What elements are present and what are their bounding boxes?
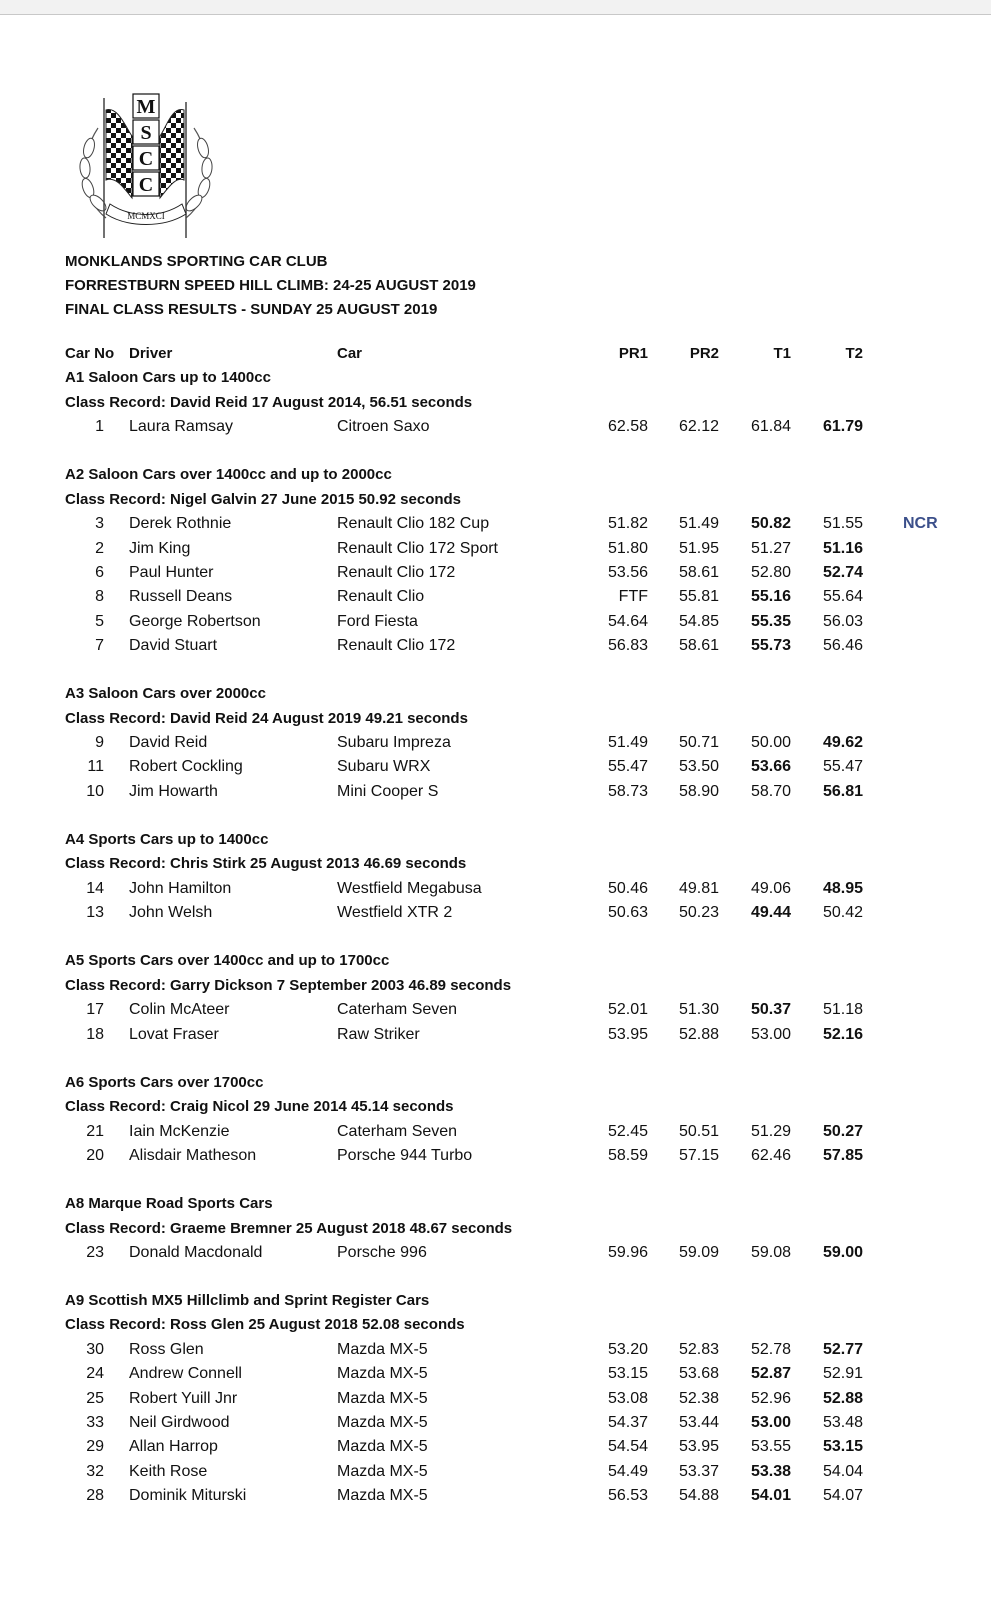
logo-letter-1: M xyxy=(136,96,156,118)
time-t1: 55.73 xyxy=(750,637,791,655)
car-model: Mazda MX-5 xyxy=(337,1365,428,1383)
time-t2: 51.55 xyxy=(822,515,863,533)
car-model: Mazda MX-5 xyxy=(337,1487,428,1505)
time-pr1: 58.59 xyxy=(607,1146,648,1164)
time-t2: 56.03 xyxy=(822,612,863,630)
time-t1: 55.35 xyxy=(750,612,791,630)
time-pr1: 54.54 xyxy=(607,1438,648,1456)
section-spacer xyxy=(0,1047,991,1071)
driver-name: Keith Rose xyxy=(129,1462,208,1480)
time-pr1: 50.63 xyxy=(607,904,648,922)
time-pr1: 52.01 xyxy=(607,1001,648,1019)
time-t2: 49.62 xyxy=(822,734,863,752)
time-t1: 53.00 xyxy=(750,1414,791,1432)
time-pr2: 54.88 xyxy=(678,1487,719,1505)
car-model: Caterham Seven xyxy=(337,1001,458,1019)
result-row xyxy=(0,1460,991,1484)
time-pr1: 50.46 xyxy=(607,879,648,897)
time-pr1: 54.64 xyxy=(607,612,648,630)
car-model: Subaru WRX xyxy=(337,758,431,776)
time-t1: 52.87 xyxy=(750,1365,791,1383)
time-t2: 52.91 xyxy=(822,1365,863,1383)
time-t2: 54.04 xyxy=(822,1462,863,1480)
time-t1: 53.38 xyxy=(750,1462,791,1480)
time-t2: 51.18 xyxy=(822,1001,863,1019)
time-pr1: 53.56 xyxy=(607,563,648,581)
car-model: Subaru Impreza xyxy=(337,734,451,752)
driver-name: Andrew Connell xyxy=(129,1365,242,1383)
time-t1: 52.80 xyxy=(750,563,791,581)
results-table xyxy=(0,342,991,1509)
driver-name: David Reid xyxy=(129,734,208,752)
car-model: Mazda MX-5 xyxy=(337,1462,428,1480)
logo-letter-4: C xyxy=(138,174,154,196)
result-row xyxy=(0,585,991,609)
time-t2: 55.64 xyxy=(822,588,863,606)
time-pr2: 53.68 xyxy=(678,1365,719,1383)
time-t2: 61.79 xyxy=(822,418,863,436)
time-t2: 50.42 xyxy=(822,904,863,922)
time-pr2: 54.85 xyxy=(678,612,719,630)
time-pr1: 53.20 xyxy=(607,1340,648,1358)
result-row xyxy=(0,901,991,925)
car-model: Raw Striker xyxy=(337,1025,420,1043)
car-number: 23 xyxy=(86,1243,104,1261)
result-row xyxy=(0,512,991,536)
car-model: Mazda MX-5 xyxy=(337,1389,428,1407)
browser-top-bar xyxy=(0,0,991,15)
time-pr2: 51.30 xyxy=(678,1001,719,1019)
time-t1: 53.66 xyxy=(750,758,791,776)
car-number: 28 xyxy=(86,1487,104,1505)
section-spacer xyxy=(0,804,991,828)
driver-name: Laura Ramsay xyxy=(129,418,234,436)
class-title: A3 Saloon Cars over 2000cc xyxy=(65,685,266,703)
time-pr2: 49.81 xyxy=(678,879,719,897)
car-model: Mazda MX-5 xyxy=(337,1340,428,1358)
driver-name: Paul Hunter xyxy=(129,563,214,581)
section-spacer xyxy=(0,440,991,464)
result-row xyxy=(0,537,991,561)
time-pr2: 58.61 xyxy=(678,637,719,655)
result-row xyxy=(0,610,991,634)
time-pr2: 50.51 xyxy=(678,1122,719,1140)
car-model: Renault Clio 172 xyxy=(337,563,456,581)
class-title: A9 Scottish MX5 Hillclimb and Sprint Register Cars xyxy=(65,1292,430,1310)
time-t2: 50.27 xyxy=(822,1122,863,1140)
time-t1: 49.44 xyxy=(750,904,791,922)
car-number: 11 xyxy=(87,758,104,776)
time-pr2: 58.61 xyxy=(678,563,719,581)
car-number: 24 xyxy=(86,1365,104,1383)
car-model: Porsche 996 xyxy=(337,1243,427,1261)
logo-letter-3: C xyxy=(138,148,154,170)
time-pr1: 58.73 xyxy=(607,782,648,800)
car-model: Renault Clio 182 Cup xyxy=(337,515,490,533)
time-pr2: 51.95 xyxy=(678,539,719,557)
result-row xyxy=(0,1435,991,1459)
driver-name: Allan Harrop xyxy=(129,1438,218,1456)
time-pr2: 58.90 xyxy=(678,782,719,800)
time-t2: 55.47 xyxy=(822,758,863,776)
car-number: 25 xyxy=(86,1389,104,1407)
car-number: 29 xyxy=(86,1438,104,1456)
driver-name: Lovat Fraser xyxy=(129,1025,219,1043)
driver-name: Neil Girdwood xyxy=(129,1414,230,1432)
result-row xyxy=(0,998,991,1022)
time-t2: 56.81 xyxy=(822,782,863,800)
time-pr2: 53.44 xyxy=(678,1414,719,1432)
car-model: Renault Clio xyxy=(337,588,425,606)
result-row xyxy=(0,1362,991,1386)
section-spacer xyxy=(0,1168,991,1192)
time-t2: 52.74 xyxy=(822,563,863,581)
time-pr1: FTF xyxy=(618,588,648,606)
time-t1: 51.29 xyxy=(750,1122,791,1140)
class-title: A4 Sports Cars up to 1400cc xyxy=(65,831,269,849)
col-t1: T1 xyxy=(773,345,791,362)
car-number: 20 xyxy=(86,1146,104,1164)
class-record: Class Record: Ross Glen 25 August 2018 52.08 seconds xyxy=(65,1316,465,1334)
time-pr1: 62.58 xyxy=(607,418,648,436)
car-number: 13 xyxy=(86,904,104,922)
time-pr1: 56.83 xyxy=(607,637,648,655)
time-pr1: 52.45 xyxy=(607,1122,648,1140)
time-pr1: 51.80 xyxy=(607,539,648,557)
time-t1: 54.01 xyxy=(750,1487,791,1505)
result-row xyxy=(0,877,991,901)
time-t1: 53.00 xyxy=(750,1025,791,1043)
col-pr1: PR1 xyxy=(618,345,648,362)
driver-name: Russell Deans xyxy=(129,588,233,606)
col-driver: Driver xyxy=(129,345,173,362)
time-pr2: 52.83 xyxy=(678,1340,719,1358)
time-t1: 55.16 xyxy=(750,588,791,606)
driver-name: George Robertson xyxy=(129,612,261,630)
col-t2: T2 xyxy=(845,345,863,362)
car-number: 14 xyxy=(86,879,104,897)
driver-name: Jim King xyxy=(129,539,191,557)
class-record: Class Record: Chris Stirk 25 August 2013 46.69 seconds xyxy=(65,855,467,873)
result-row xyxy=(0,1120,991,1144)
time-pr1: 54.49 xyxy=(607,1462,648,1480)
car-number: 21 xyxy=(86,1122,104,1140)
time-t2: 48.95 xyxy=(822,879,863,897)
time-t1: 62.46 xyxy=(750,1146,791,1164)
time-pr1: 55.47 xyxy=(607,758,648,776)
car-model: Mazda MX-5 xyxy=(337,1438,428,1456)
car-number: 2 xyxy=(95,539,104,557)
time-pr2: 62.12 xyxy=(678,418,719,436)
time-pr1: 59.96 xyxy=(607,1243,648,1261)
driver-name: Derek Rothnie xyxy=(129,515,232,533)
car-model: Caterham Seven xyxy=(337,1122,458,1140)
car-number: 7 xyxy=(95,637,104,655)
driver-name: Donald Macdonald xyxy=(129,1243,263,1261)
time-pr1: 53.08 xyxy=(607,1389,648,1407)
time-pr2: 53.37 xyxy=(678,1462,719,1480)
time-t1: 51.27 xyxy=(750,539,791,557)
result-row xyxy=(0,1023,991,1047)
car-model: Westfield XTR 2 xyxy=(337,904,453,922)
logo-motto: MCMXCI xyxy=(127,211,165,221)
result-row xyxy=(0,561,991,585)
section-spacer xyxy=(0,1265,991,1289)
class-record: Class Record: Craig Nicol 29 June 2014 45.14 seconds xyxy=(65,1098,454,1116)
time-t2: 57.85 xyxy=(822,1146,863,1164)
class-title: A5 Sports Cars over 1400cc and up to 1700cc xyxy=(65,952,390,970)
time-pr2: 51.49 xyxy=(678,515,719,533)
time-t1: 52.78 xyxy=(750,1340,791,1358)
result-row xyxy=(0,731,991,755)
time-t1: 50.00 xyxy=(750,734,791,752)
time-pr1: 51.82 xyxy=(607,515,648,533)
time-pr1: 54.37 xyxy=(607,1414,648,1432)
class-record: Class Record: David Reid 24 August 2019 49.21 seconds xyxy=(65,709,468,727)
driver-name: Iain McKenzie xyxy=(129,1122,230,1140)
time-pr2: 53.95 xyxy=(678,1438,719,1456)
car-number: 30 xyxy=(86,1340,104,1358)
new-class-record-badge: NCR xyxy=(903,515,938,533)
col-car-no: Car No xyxy=(65,345,115,362)
time-pr2: 57.15 xyxy=(678,1146,719,1164)
time-pr2: 52.38 xyxy=(678,1389,719,1407)
car-number: 9 xyxy=(95,734,104,752)
car-model: Westfield Megabusa xyxy=(337,879,482,897)
section-spacer xyxy=(0,658,991,682)
time-t1: 49.06 xyxy=(750,879,791,897)
column-header-row xyxy=(0,342,991,366)
time-pr2: 52.88 xyxy=(678,1025,719,1043)
driver-name: Robert Cockling xyxy=(129,758,243,776)
car-number: 8 xyxy=(95,588,104,606)
time-pr2: 50.71 xyxy=(678,734,719,752)
result-row xyxy=(0,634,991,658)
car-number: 10 xyxy=(86,782,104,800)
document-heading xyxy=(65,250,476,322)
driver-name: John Welsh xyxy=(129,904,213,922)
event-title: FORRESTBURN SPEED HILL CLIMB: 24-25 AUGUST 2019 xyxy=(65,277,476,294)
car-number: 32 xyxy=(86,1462,104,1480)
class-title: A6 Sports Cars over 1700cc xyxy=(65,1073,264,1091)
car-model: Ford Fiesta xyxy=(337,612,418,630)
time-t1: 50.82 xyxy=(750,515,791,533)
time-t2: 52.77 xyxy=(822,1340,863,1358)
car-number: 1 xyxy=(95,418,104,436)
col-car: Car xyxy=(337,345,363,362)
result-row xyxy=(0,1484,991,1508)
result-row xyxy=(0,755,991,779)
time-t2: 54.07 xyxy=(822,1487,863,1505)
car-number: 6 xyxy=(95,563,104,581)
class-record: Class Record: David Reid 17 August 2014, 56.51 seconds xyxy=(65,393,473,411)
time-t2: 59.00 xyxy=(822,1243,863,1261)
car-model: Citroen Saxo xyxy=(337,418,430,436)
time-t2: 53.48 xyxy=(822,1414,863,1432)
car-model: Porsche 944 Turbo xyxy=(337,1146,473,1164)
club-logo xyxy=(76,88,216,248)
result-row xyxy=(0,1338,991,1362)
driver-name: Colin McAteer xyxy=(129,1001,230,1019)
driver-name: John Hamilton xyxy=(129,879,232,897)
result-row xyxy=(0,1241,991,1265)
result-row xyxy=(0,1144,991,1168)
time-t2: 52.88 xyxy=(822,1389,863,1407)
car-model: Mini Cooper S xyxy=(337,782,439,800)
car-number: 17 xyxy=(86,1001,104,1019)
class-title: A1 Saloon Cars up to 1400cc xyxy=(65,369,271,387)
class-title: A2 Saloon Cars over 1400cc and up to 2000cc xyxy=(65,466,392,484)
time-pr1: 51.49 xyxy=(607,734,648,752)
club-name: MONKLANDS SPORTING CAR CLUB xyxy=(65,253,328,270)
car-model: Mazda MX-5 xyxy=(337,1414,428,1432)
time-pr1: 53.95 xyxy=(607,1025,648,1043)
time-pr2: 53.50 xyxy=(678,758,719,776)
time-pr1: 56.53 xyxy=(607,1487,648,1505)
time-t1: 50.37 xyxy=(750,1001,791,1019)
car-number: 3 xyxy=(95,515,104,533)
time-t1: 53.55 xyxy=(750,1438,791,1456)
time-t1: 52.96 xyxy=(750,1389,791,1407)
driver-name: Dominik Miturski xyxy=(129,1487,247,1505)
class-record: Class Record: Graeme Bremner 25 August 2018 48.67 seconds xyxy=(65,1219,513,1237)
time-t2: 56.46 xyxy=(822,637,863,655)
driver-name: Ross Glen xyxy=(129,1340,204,1358)
class-record: Class Record: Garry Dickson 7 September 2003 46.89 seconds xyxy=(65,976,512,994)
result-row xyxy=(0,780,991,804)
time-pr1: 53.15 xyxy=(607,1365,648,1383)
time-pr2: 55.81 xyxy=(678,588,719,606)
section-spacer xyxy=(0,926,991,950)
car-model: Renault Clio 172 Sport xyxy=(337,539,498,557)
results-subtitle: FINAL CLASS RESULTS - SUNDAY 25 AUGUST 2019 xyxy=(65,301,438,318)
car-number: 18 xyxy=(86,1025,104,1043)
result-row xyxy=(0,1387,991,1411)
class-record: Class Record: Nigel Galvin 27 June 2015 50.92 seconds xyxy=(65,490,462,508)
logo-letter-2: S xyxy=(140,122,152,144)
driver-name: Jim Howarth xyxy=(129,782,218,800)
time-t2: 53.15 xyxy=(822,1438,863,1456)
driver-name: Robert Yuill Jnr xyxy=(129,1389,238,1407)
time-t1: 59.08 xyxy=(750,1243,791,1261)
car-model: Renault Clio 172 xyxy=(337,637,456,655)
time-t2: 51.16 xyxy=(822,539,863,557)
car-number: 5 xyxy=(95,612,104,630)
result-row xyxy=(0,1411,991,1435)
driver-name: Alisdair Matheson xyxy=(129,1146,257,1164)
col-pr2: PR2 xyxy=(689,345,719,362)
time-t1: 61.84 xyxy=(750,418,791,436)
class-title: A8 Marque Road Sports Cars xyxy=(65,1195,273,1213)
time-pr2: 59.09 xyxy=(678,1243,719,1261)
result-row xyxy=(0,415,991,439)
time-t2: 52.16 xyxy=(822,1025,863,1043)
time-pr2: 50.23 xyxy=(678,904,719,922)
car-number: 33 xyxy=(86,1414,104,1432)
driver-name: David Stuart xyxy=(129,637,218,655)
time-t1: 58.70 xyxy=(750,782,791,800)
